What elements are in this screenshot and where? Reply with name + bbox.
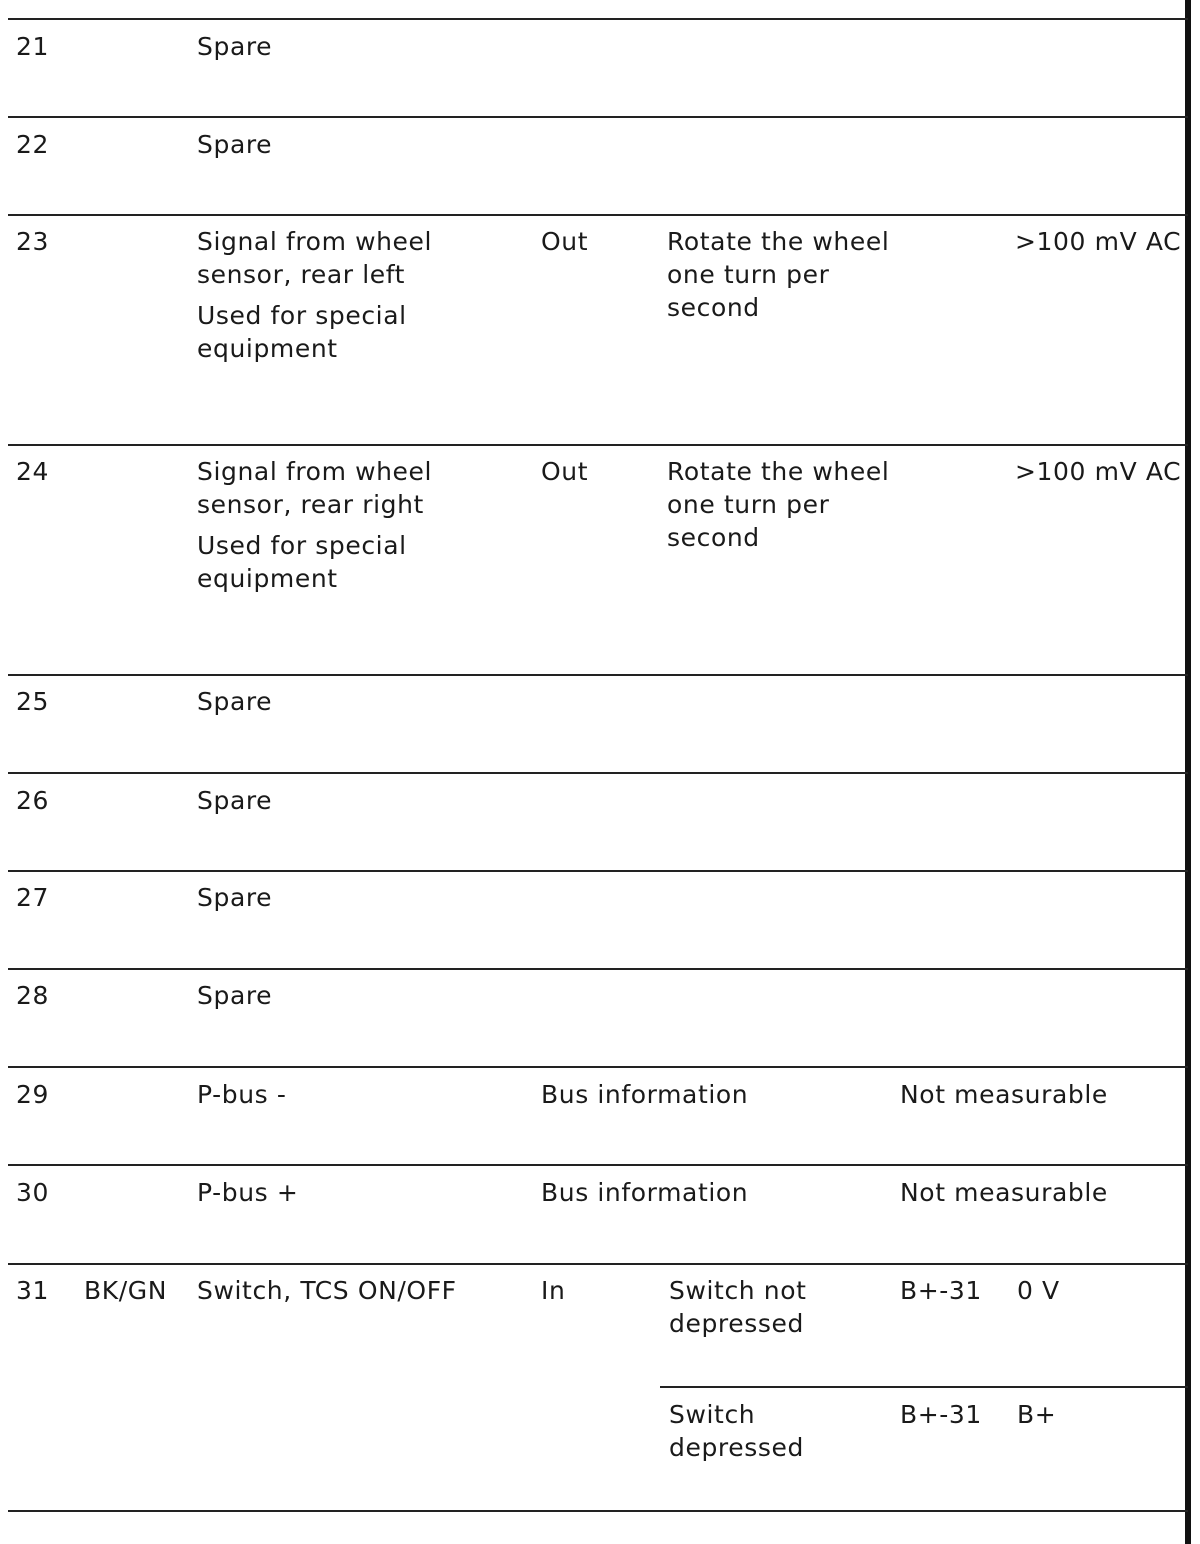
pin-note: Used for special equipment — [197, 531, 407, 593]
pin-description: P-bus - — [197, 1080, 287, 1109]
row-divider — [8, 214, 1188, 216]
expected-value: Not measurable — [900, 1178, 1108, 1207]
pin-number: 31 — [16, 1276, 50, 1305]
expected-value: 0 V — [1017, 1276, 1060, 1305]
pin-description-cell — [197, 225, 517, 365]
pin-number: 26 — [16, 786, 50, 815]
signal-direction: Out — [541, 227, 589, 256]
pin-description: Spare — [197, 687, 273, 716]
pin-description: Signal from wheel sensor, rear left — [197, 227, 433, 289]
expected-value: Not measurable — [900, 1080, 1108, 1109]
pin-number: 22 — [16, 130, 50, 159]
measure-points: B+-31 — [900, 1400, 982, 1429]
subrow-divider — [660, 1386, 1188, 1388]
signal-direction: Out — [541, 457, 589, 486]
pin-number: 27 — [16, 883, 50, 912]
wire-color: BK/GN — [84, 1276, 168, 1305]
pin-number: 28 — [16, 981, 50, 1010]
row-divider — [8, 1263, 1188, 1265]
expected-value: >100 mV AC — [1015, 227, 1182, 256]
pin-description: Signal from wheel sensor, rear right — [197, 457, 433, 519]
test-condition: Rotate the wheel one turn per second — [667, 457, 890, 552]
row-divider — [8, 1066, 1188, 1068]
row-divider — [8, 444, 1188, 446]
test-condition: Rotate the wheel one turn per second — [667, 227, 890, 322]
test-condition: Switch depressed — [669, 1400, 804, 1462]
pin-description: Spare — [197, 883, 273, 912]
pin-number: 21 — [16, 32, 50, 61]
pin-number: 29 — [16, 1080, 50, 1109]
pin-description-cell — [197, 455, 517, 595]
pin-number: 24 — [16, 457, 50, 486]
row-divider — [8, 1510, 1188, 1512]
signal-direction: Bus information — [541, 1178, 749, 1207]
pin-description: Spare — [197, 981, 273, 1010]
expected-value: >100 mV AC — [1015, 457, 1182, 486]
pin-description: Spare — [197, 786, 273, 815]
expected-value: B+ — [1017, 1400, 1057, 1429]
measure-points: B+-31 — [900, 1276, 982, 1305]
signal-direction: In — [541, 1276, 566, 1305]
row-divider — [8, 968, 1188, 970]
row-divider — [8, 1164, 1188, 1166]
pin-number: 25 — [16, 687, 50, 716]
row-divider — [8, 18, 1188, 20]
pin-number: 30 — [16, 1178, 50, 1207]
pin-description: Spare — [197, 130, 273, 159]
pin-description: P-bus + — [197, 1178, 299, 1207]
pin-description: Spare — [197, 32, 273, 61]
row-divider — [8, 772, 1188, 774]
row-divider — [8, 674, 1188, 676]
row-divider — [8, 116, 1188, 118]
test-condition: Switch not depressed — [669, 1276, 807, 1338]
pin-description: Switch, TCS ON/OFF — [197, 1276, 457, 1305]
signal-direction: Bus information — [541, 1080, 749, 1109]
row-divider — [8, 870, 1188, 872]
pin-number: 23 — [16, 227, 50, 256]
pin-note: Used for special equipment — [197, 301, 407, 363]
